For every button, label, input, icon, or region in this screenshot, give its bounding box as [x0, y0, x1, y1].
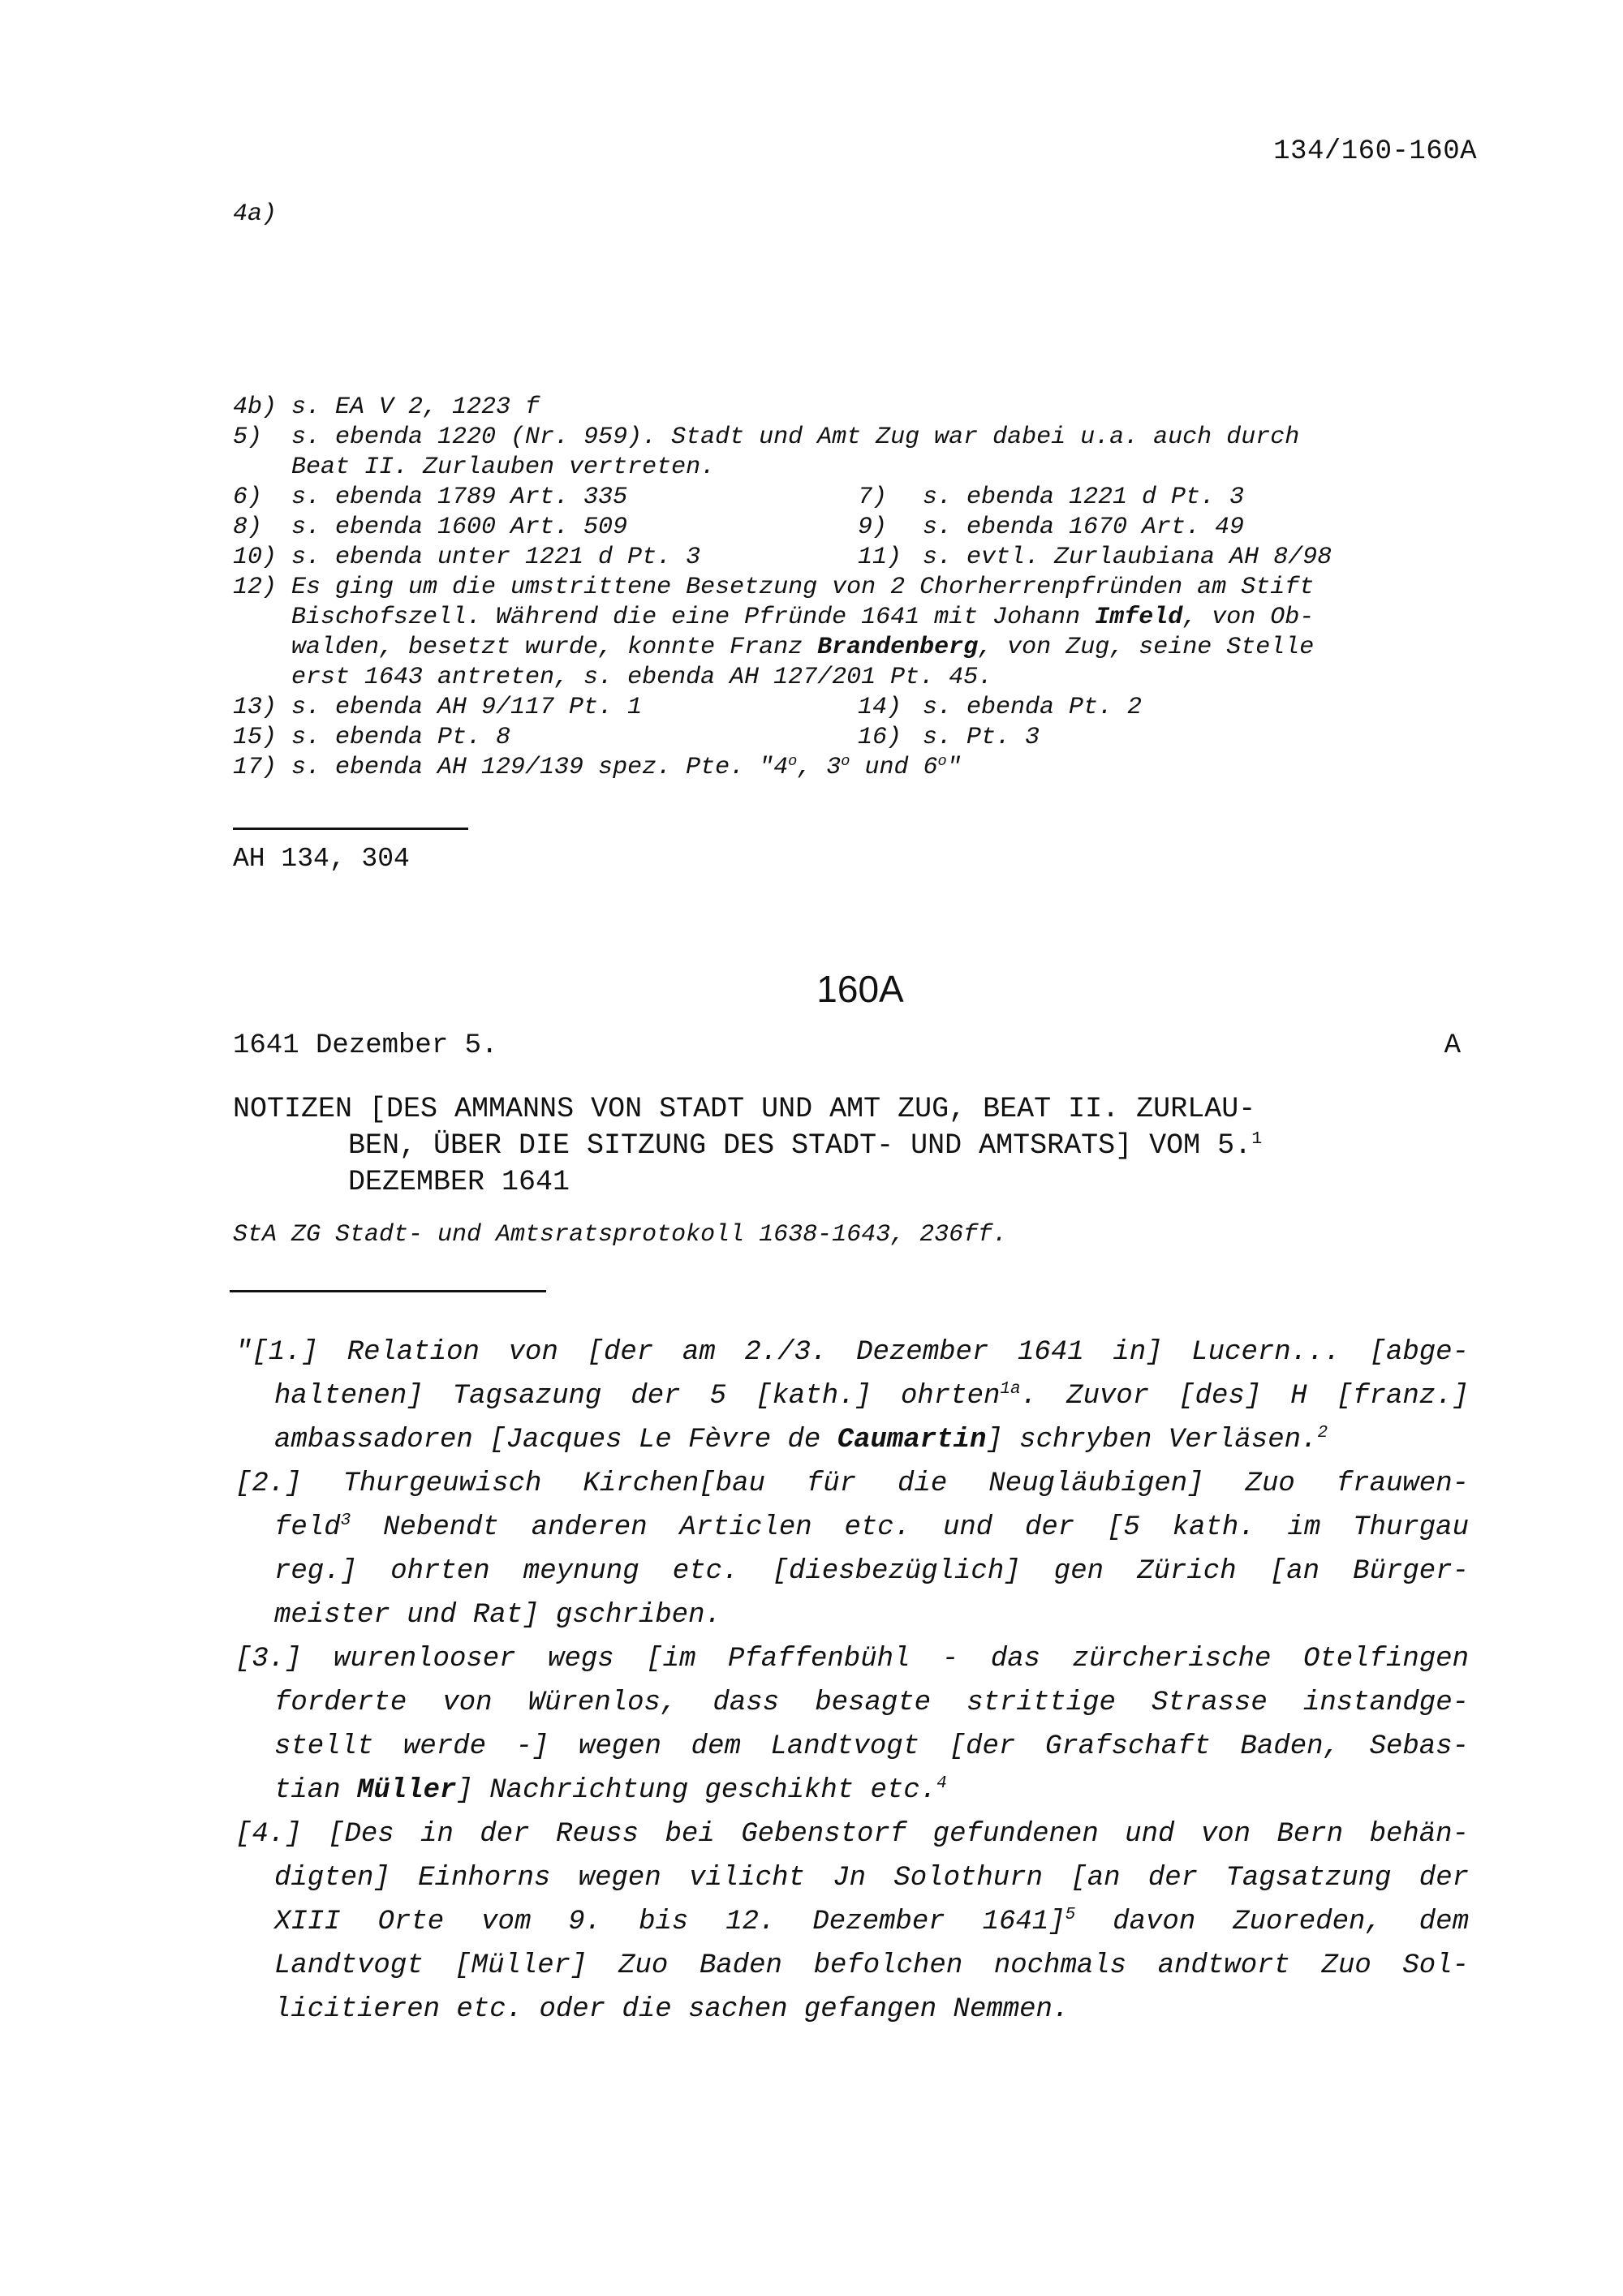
- footnote-text: Beat II. Zurlauben vertreten.: [291, 454, 716, 481]
- footnotes: [233, 393, 1458, 783]
- body-item-2: [235, 1462, 1469, 1637]
- footnote-number: 15): [233, 724, 278, 751]
- body-item-1: [235, 1331, 1469, 1462]
- body-line: meister und Rat] gschriben.: [274, 1600, 721, 1631]
- title-line: [233, 1128, 1450, 1164]
- footnote-ref: 3: [340, 1511, 351, 1531]
- footnote-number: 7): [858, 484, 888, 511]
- footnote-text: , 3: [797, 754, 842, 781]
- footnote-text: walden, besetzt wurde, konnte Franz: [291, 634, 803, 661]
- footnote-text: ": [946, 754, 962, 781]
- footnote-5: [233, 423, 1458, 483]
- footnote-text: s. Pt. 3: [923, 724, 1040, 751]
- footnote-text: s. evtl. Zurlaubiana AH 8/98: [923, 544, 1332, 571]
- document-number: 160A: [816, 968, 904, 1010]
- footnote-text: s. ebenda 1221 d Pt. 3: [923, 484, 1245, 511]
- page-reference: 134/160-160A: [1273, 136, 1477, 167]
- footnote-number: 4b): [233, 393, 278, 421]
- footnote-number: 14): [858, 694, 902, 721]
- footnote-text: s. ebenda 1789 Art. 335: [291, 484, 628, 511]
- person-name: Brandenberg: [817, 634, 979, 661]
- body-text: ] Nachrichtung geschikht etc.: [456, 1775, 937, 1806]
- document-title: [233, 1091, 1450, 1201]
- footnote-pair-13-14: [233, 693, 1458, 723]
- body-text: ambassadoren [Jacques Le Fèvre de: [274, 1425, 821, 1455]
- body-line: [235, 1374, 1469, 1418]
- body-line: reg.] ohrten meynung etc. [diesbezüglich] gen Zürich [an Bürger-: [274, 1556, 1469, 1587]
- footnote-text: s. ebenda unter 1221 d Pt. 3: [291, 544, 701, 571]
- footnote-ref: 2: [1317, 1423, 1328, 1443]
- body-text: XIII Orte vom 9. bis 12. Dezember 1641]: [274, 1907, 1065, 1937]
- footnote-17: [233, 753, 1458, 783]
- body-line: forderte von Würenlos, dass besagte strittige Strasse instandge-: [274, 1688, 1469, 1718]
- archive-reference: StA ZG Stadt- und Amtsratsprotokoll 1638-1643, 236ff.: [233, 1221, 1008, 1249]
- body-line: stellt werde -] wegen dem Landtvogt [der Grafschaft Baden, Sebas-: [274, 1731, 1469, 1762]
- footnote-number: 16): [858, 724, 902, 751]
- degree-mark: o: [841, 752, 850, 770]
- body-line: digten] Einhorns wegen vilicht Jn Solothurn [an der Tagsatzung der: [274, 1863, 1469, 1894]
- footnote-number: 5): [233, 424, 263, 451]
- footnote-number: 9): [858, 514, 888, 541]
- title-line: DEZEMBER 1641: [348, 1166, 570, 1198]
- divider: [233, 828, 468, 830]
- footnote-pair-10-11: [233, 543, 1458, 573]
- document-letter: A: [1444, 1030, 1461, 1061]
- body-line: [235, 1900, 1469, 1944]
- footnote-text: s. ebenda Pt. 2: [923, 694, 1143, 721]
- body-line: [4.] [Des in der Reuss bei Gebenstorf gefundenen und von Bern behän-: [235, 1819, 1469, 1850]
- title-text: BEN, ÜBER DIE SITZUNG DES STADT- UND AMTSRATS] VOM 5.: [348, 1129, 1252, 1162]
- footnote-text: und 6: [850, 754, 938, 781]
- footnote-text: erst 1643 antreten, s. ebenda AH 127/201 Pt. 45.: [291, 664, 993, 691]
- footnote-text: Bischofszell. Während die eine Pfründe 1641 mit Johann: [291, 604, 1081, 631]
- note-4a: 4a): [233, 200, 278, 228]
- body-text: haltenen] Tagsazung der 5 [kath.] ohrten: [274, 1381, 1001, 1412]
- footnote-text: s. EA V 2, 1223 f: [291, 393, 540, 421]
- body-line: Landtvogt [Müller] Zuo Baden befolchen nochmals andtwort Zuo Sol-: [274, 1950, 1469, 1981]
- footnote-text: s. ebenda 1600 Art. 509: [291, 514, 628, 541]
- footnote-pair-15-16: [233, 723, 1458, 753]
- source-reference: AH 134, 304: [233, 844, 410, 874]
- body-line: [3.] wurenlooser wegs [im Pfaffenbühl - das zürcherische Otelfingen: [235, 1644, 1469, 1675]
- footnote-text: , von Ob-: [1182, 604, 1315, 631]
- body-line: [235, 1418, 1469, 1462]
- body-text: Nebendt anderen Articlen etc. und der [5 kath. im Thurgau: [351, 1512, 1469, 1543]
- footnote-text: s. ebenda AH 129/139 spez. Pte. "4: [291, 754, 789, 781]
- title-line: NOTIZEN [DES AMMANNS VON STADT UND AMT ZUG, BEAT II. ZURLAU-: [233, 1093, 1256, 1125]
- footnote-number: 17): [233, 754, 278, 781]
- divider: [230, 1290, 546, 1292]
- footnote-ref: 4: [936, 1774, 947, 1794]
- footnote-ref: 1: [1251, 1129, 1263, 1150]
- document-body: [235, 1331, 1469, 2032]
- body-text: tian: [274, 1775, 341, 1806]
- body-text: davon Zuoreden, dem: [1075, 1907, 1469, 1937]
- footnote-number: 11): [858, 544, 902, 571]
- degree-mark: o: [937, 752, 947, 770]
- body-line: "[1.] Relation von [der am 2./3. Dezember 1641 in] Lucern... [abge-: [235, 1337, 1469, 1368]
- footnote-ref: 1a: [1000, 1379, 1021, 1400]
- body-line: [235, 1769, 1469, 1812]
- body-text: feld: [274, 1512, 341, 1543]
- body-item-4: [235, 1812, 1469, 2032]
- person-name: Müller: [357, 1775, 457, 1806]
- footnote-pair-6-7: [233, 483, 1458, 513]
- footnote-text: s. ebenda AH 9/117 Pt. 1: [291, 694, 643, 721]
- body-line: [235, 1506, 1469, 1550]
- footnote-4b: [233, 393, 1458, 423]
- person-name: Caumartin: [837, 1425, 987, 1455]
- footnote-number: 13): [233, 694, 278, 721]
- footnote-text: s. ebenda 1670 Art. 49: [923, 514, 1245, 541]
- footnote-text: , von Zug, seine Stelle: [978, 634, 1315, 661]
- footnote-pair-8-9: [233, 513, 1458, 543]
- body-text: ] schryben Verläsen.: [986, 1425, 1318, 1455]
- footnote-number: 12): [233, 574, 278, 601]
- body-line: licitieren etc. oder die sachen gefangen Nemmen.: [274, 1994, 1070, 2025]
- degree-mark: o: [788, 752, 798, 770]
- footnote-text: s. ebenda 1220 (Nr. 959). Stadt und Amt Zug war dabei u.a. auch durch: [291, 424, 1300, 451]
- body-item-3: [235, 1637, 1469, 1812]
- footnote-text: s. ebenda Pt. 8: [291, 724, 511, 751]
- body-line: [2.] Thurgeuwisch Kirchen[bau für die Neugläubigen] Zuo frauwen-: [235, 1468, 1469, 1499]
- footnote-12: [233, 573, 1458, 693]
- document-date: 1641 Dezember 5.: [233, 1030, 498, 1061]
- footnote-ref: 5: [1065, 1905, 1076, 1925]
- footnote-number: 6): [233, 484, 263, 511]
- footnote-text: Es ging um die umstrittene Besetzung von 2 Chorherrenpfründen am Stift: [291, 574, 1315, 601]
- footnote-number: 8): [233, 514, 263, 541]
- body-text: . Zuvor [des] H [franz.]: [1020, 1381, 1469, 1412]
- person-name: Imfeld: [1095, 604, 1183, 631]
- footnote-number: 10): [233, 544, 278, 571]
